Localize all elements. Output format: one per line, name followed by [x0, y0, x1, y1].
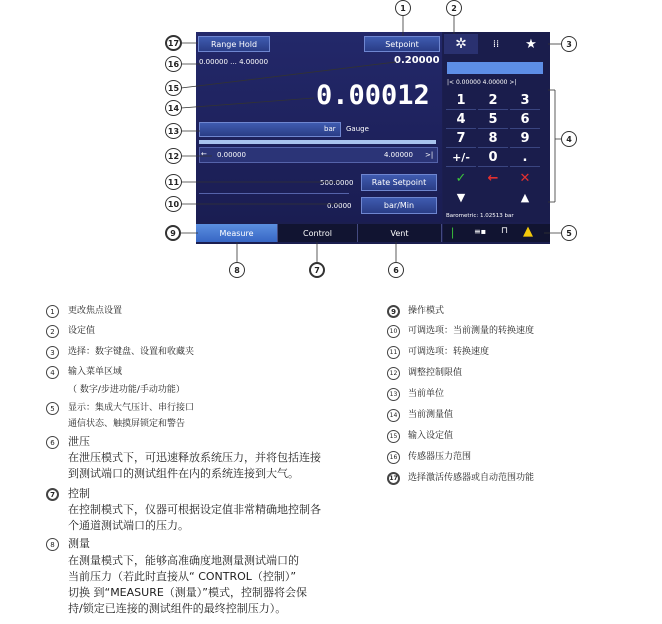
legend-text-3: 选择：数字键盘、设置和收藏夹	[68, 347, 195, 357]
setpoint-value[interactable]: 0.20000	[394, 55, 440, 66]
legend-num-14: 14	[387, 409, 400, 422]
legend-num-17: 17	[387, 472, 400, 485]
bar-min-value: 0.0000	[327, 202, 352, 210]
legend-text-9: 操作模式	[408, 306, 445, 316]
legend-num-5: 5	[46, 402, 59, 415]
legend-num-1: 1	[46, 305, 59, 318]
callout-10: 10	[165, 196, 182, 212]
rate-setpoint-button[interactable]: Rate Setpoint	[361, 174, 437, 191]
callout-11: 11	[165, 174, 182, 190]
callout-7: 7	[309, 262, 325, 278]
legend-line-6a: 在泄压模式下，可迅速释放系统压力，并将包括连接	[68, 451, 321, 464]
legend-line-7b: 个通道测试端口的压力。	[68, 519, 189, 532]
key-5[interactable]: 5	[478, 111, 508, 129]
key-3[interactable]: 3	[510, 92, 540, 110]
legend-num-11: 11	[387, 346, 400, 359]
limit-left-arrow: ←	[201, 150, 207, 158]
arrow-left-icon[interactable]: ←	[487, 170, 499, 186]
legend-num-9: 9	[387, 305, 400, 318]
legend-text-10: 可调选项：当前测量的转换速度	[408, 326, 535, 336]
gear-icon[interactable]: ✲	[444, 34, 478, 54]
legend-num-16: 16	[387, 451, 400, 464]
legend-text-2: 设定值	[68, 326, 96, 336]
keypad-range: |< 0.00000 4.00000 >|	[447, 79, 517, 86]
legend-text-14: 当前测量值	[408, 410, 454, 420]
thermometer-icon: ❘	[448, 226, 458, 239]
legend-text-17: 选择激活传感器或自动范围功能	[408, 473, 535, 483]
limit-low: 0.00000	[217, 151, 246, 159]
legend-text-13: 当前单位	[408, 389, 445, 399]
callout-14: 14	[165, 100, 182, 116]
limit-high: 4.00000	[384, 151, 413, 159]
key-8[interactable]: 8	[478, 130, 508, 148]
legend-text-5: 显示：集成大气压计、串行接口	[68, 403, 195, 413]
callout-3: 3	[561, 36, 577, 52]
legend-num-15: 15	[387, 430, 400, 443]
callout-12: 12	[165, 148, 182, 164]
key-4[interactable]: 4	[446, 111, 476, 129]
key-9[interactable]: 9	[510, 130, 540, 148]
legend-num-7: 7	[46, 488, 59, 501]
arrow-down-icon[interactable]: ▼	[456, 190, 466, 204]
port-icon: ≡▪	[474, 227, 487, 236]
lock-icon[interactable]: ⊓	[501, 226, 509, 236]
legend-line-7a: 在控制模式下，仪器可根据设定值非常精确地控制各	[68, 503, 321, 516]
tab-vent[interactable]: Vent	[358, 224, 442, 242]
setpoint-button[interactable]: Setpoint	[364, 36, 440, 52]
rate-value: 500.0000	[320, 179, 354, 187]
callout-13: 13	[165, 123, 182, 139]
callout-1: 1	[395, 0, 411, 16]
sensor-range-text: 0.00000 ... 4.00000	[199, 58, 269, 66]
legend-title-6: 泄压	[68, 435, 90, 448]
key-2[interactable]: 2	[478, 92, 508, 110]
key-0[interactable]: 0	[478, 149, 508, 167]
legend-text-16: 传感器压力范围	[408, 452, 472, 462]
bar-min-button[interactable]: bar/Min	[361, 197, 437, 214]
check-icon[interactable]: ✓	[455, 170, 467, 186]
legend-line-8c: 切换 到“MEASURE（测量）”模式，控制器将会保	[68, 586, 307, 599]
legend-title-8: 测量	[68, 537, 90, 550]
legend-num-4: 4	[46, 366, 59, 379]
callout-6: 6	[388, 262, 404, 278]
callout-17: 17	[165, 35, 182, 51]
legend-text-4: 输入菜单区域	[68, 367, 123, 377]
callout-2: 2	[446, 0, 462, 16]
callout-5: 5	[561, 225, 577, 241]
legend-num-10: 10	[387, 325, 400, 338]
cross-icon[interactable]: ✕	[519, 170, 531, 186]
callout-16: 16	[165, 56, 182, 72]
legend-text-1: 更改焦点设置	[68, 306, 123, 316]
callout-15: 15	[165, 80, 182, 96]
tab-control[interactable]: Control	[278, 224, 358, 242]
tab-measure[interactable]: Measure	[196, 224, 278, 242]
legend-text-15: 输入设定值	[408, 431, 454, 441]
callout-8: 8	[229, 262, 245, 278]
callout-4: 4	[561, 131, 577, 147]
star-icon[interactable]: ★	[514, 34, 548, 54]
legend-num-13: 13	[387, 388, 400, 401]
barometric-text: Barometric: 1.02513 bar	[446, 213, 514, 219]
legend-num-8: 8	[46, 538, 59, 551]
keypad-icon[interactable]: ⁞⁞	[479, 34, 513, 54]
arrow-up-icon[interactable]: ▲	[520, 190, 530, 204]
legend-num-12: 12	[387, 367, 400, 380]
legend-text-5b: 通信状态、触摸屏锁定和警告	[68, 419, 186, 429]
unit-label: bar	[324, 125, 336, 133]
key-decimal[interactable]: .	[510, 149, 540, 167]
range-hold-button[interactable]: Range Hold	[198, 36, 270, 52]
gauge-label: Gauge	[346, 125, 369, 133]
legend-line-8b: 当前压力（若此时直接从“ CONTROL（控制）”	[68, 570, 297, 583]
key-plus-minus[interactable]: +/-	[446, 149, 476, 167]
legend-num-2: 2	[46, 325, 59, 338]
legend-line-8d: 持/锁定已连接的测试组件的最终控制压力）。	[68, 602, 287, 615]
legend-line-8a: 在测量模式下，能够高准确度地测量测试端口的	[68, 554, 299, 567]
measured-value: 0.00012	[316, 80, 430, 111]
key-1[interactable]: 1	[446, 92, 476, 110]
warning-icon[interactable]: ▲	[523, 224, 533, 239]
callout-9: 9	[165, 225, 181, 241]
limit-arrow: >|	[425, 151, 434, 159]
legend-num-6: 6	[46, 436, 59, 449]
legend-text-11: 可调选项：转换速度	[408, 347, 490, 357]
legend-text-4b: （ 数字/步进功能/手动功能）	[68, 385, 185, 395]
legend-title-7: 控制	[68, 487, 90, 500]
legend-text-12: 调整控制限值	[408, 368, 463, 378]
key-6[interactable]: 6	[510, 111, 540, 129]
legend-num-3: 3	[46, 346, 59, 359]
legend-line-6b: 到测试端口的测试组件在内的系统连接到大气。	[68, 467, 299, 480]
key-7[interactable]: 7	[446, 130, 476, 148]
